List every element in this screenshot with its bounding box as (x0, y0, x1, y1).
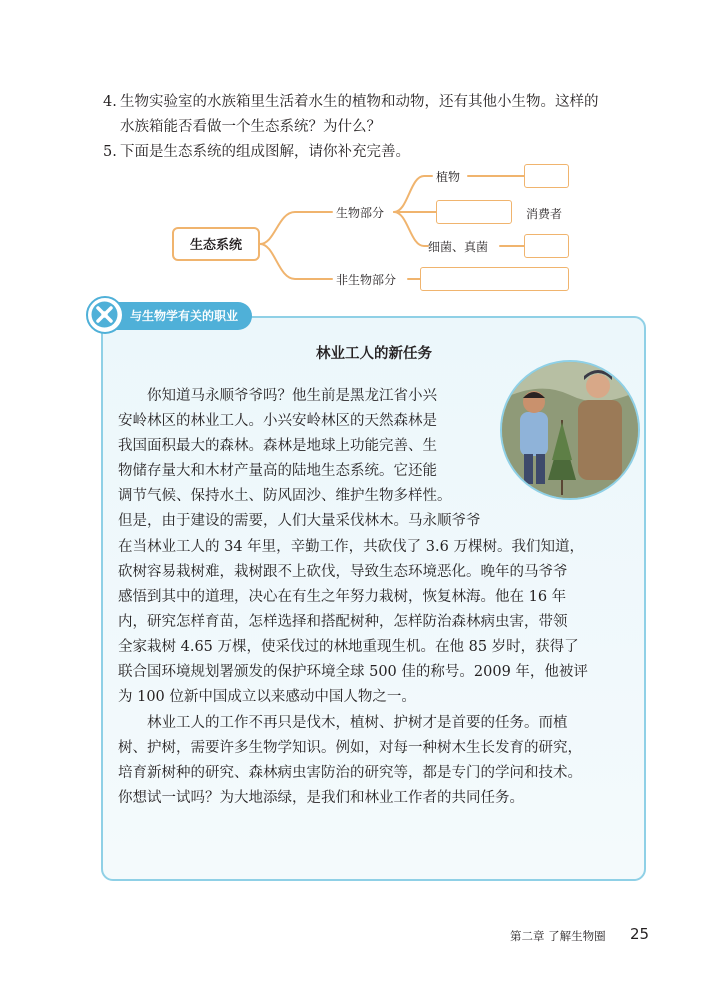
article-line: 调节气候、保持水土、防风固沙、维护生物多样性。 (118, 488, 452, 504)
blank-box-decomposer[interactable] (524, 234, 569, 258)
connector-bio-plants (394, 176, 432, 212)
blank-box-nonbio[interactable] (420, 267, 569, 291)
connector-root-nonbio (260, 244, 332, 279)
article-line: 在当林业工人的 34 年里，辛勤工作，共砍伐了 3.6 万棵树。我们知道， (118, 539, 584, 555)
microbes-label: 细菌、真菌 (428, 240, 489, 254)
question-number: 5. (103, 144, 117, 160)
connector-bio-microbes (394, 212, 428, 246)
consumers-label: 消费者 (526, 207, 563, 221)
career-badge-icon (86, 296, 124, 334)
question-number: 4. (103, 94, 117, 110)
diagram-connectors (0, 0, 720, 300)
article-line: 安岭林区的林业工人。小兴安岭林区的天然森林是 (118, 413, 437, 429)
article-line: 但是，由于建设的需要，人们大量采伐林木。马永顺爷爷 (118, 513, 481, 529)
article-line: 你想试一试吗？为大地添绿，是我们和林业工作者的共同任务。 (118, 790, 524, 806)
chapter-footer: 第二章 了解生物圈 (510, 929, 606, 943)
article-line: 感悟到其中的道理，决心在有生之年努力栽树，恢复林海。他在 16 年 (118, 589, 567, 605)
question-text-line: 下面是生态系统的组成图解，请你补充完善。 (120, 144, 410, 160)
connector-root-bio (260, 212, 332, 244)
question-text-line: 水族箱能否看做一个生态系统？为什么？ (120, 119, 381, 135)
blank-box-consumer[interactable] (436, 200, 512, 224)
article-line: 物储存量大和木材产量高的陆地生态系统。它还能 (118, 463, 437, 479)
plants-label: 植物 (436, 170, 461, 184)
article-line: 培育新树种的研究、森林病虫害防治的研究等，都是专门的学问和技术。 (118, 765, 582, 781)
ecosystem-root-box: 生态系统 (172, 227, 260, 261)
ecosystem-diagram (0, 0, 720, 300)
article-line: 我国面积最大的森林。森林是地球上功能完善、生 (118, 438, 437, 454)
forestry-workers-photo (500, 360, 640, 500)
article-line: 为 100 位新中国成立以来感动中国人物之一。 (118, 689, 416, 705)
article-line: 砍树容易栽树难，栽树跟不上砍伐，导致生态环境恶化。晚年的马爷爷 (118, 564, 568, 580)
nonbio-part-label: 非生物部分 (336, 273, 397, 287)
blank-box-producer[interactable] (524, 164, 569, 188)
career-article-title: 林业工人的新任务 (316, 346, 432, 362)
article-line: 联合国环境规划署颁发的保护环境全球 500 佳的称号。2009 年，他被评 (118, 664, 588, 680)
article-line: 内，研究怎样育苗，怎样选择和搭配树种，怎样防治森林病虫害，带领 (118, 614, 568, 630)
article-line: 树、护树，需要许多生物学知识。例如，对每一种树木生长发育的研究， (118, 740, 582, 756)
article-line: 你知道马永顺爷爷吗？他生前是黑龙江省小兴 (118, 388, 437, 404)
article-line: 全家栽树 4.65 万棵，使采伐过的林地重现生机。在他 85 岁时，获得了 (118, 639, 579, 655)
page-number: 25 (630, 925, 650, 943)
question-text-line: 生物实验室的水族箱里生活着水生的植物和动物，还有其他小生物。这样的 (120, 94, 599, 110)
bio-part-label: 生物部分 (336, 206, 385, 220)
career-tab-label: 与生物学有关的职业 (130, 309, 239, 323)
article-line: 林业工人的工作不再只是伐木，植树、护树才是首要的任务。而植 (118, 715, 568, 731)
